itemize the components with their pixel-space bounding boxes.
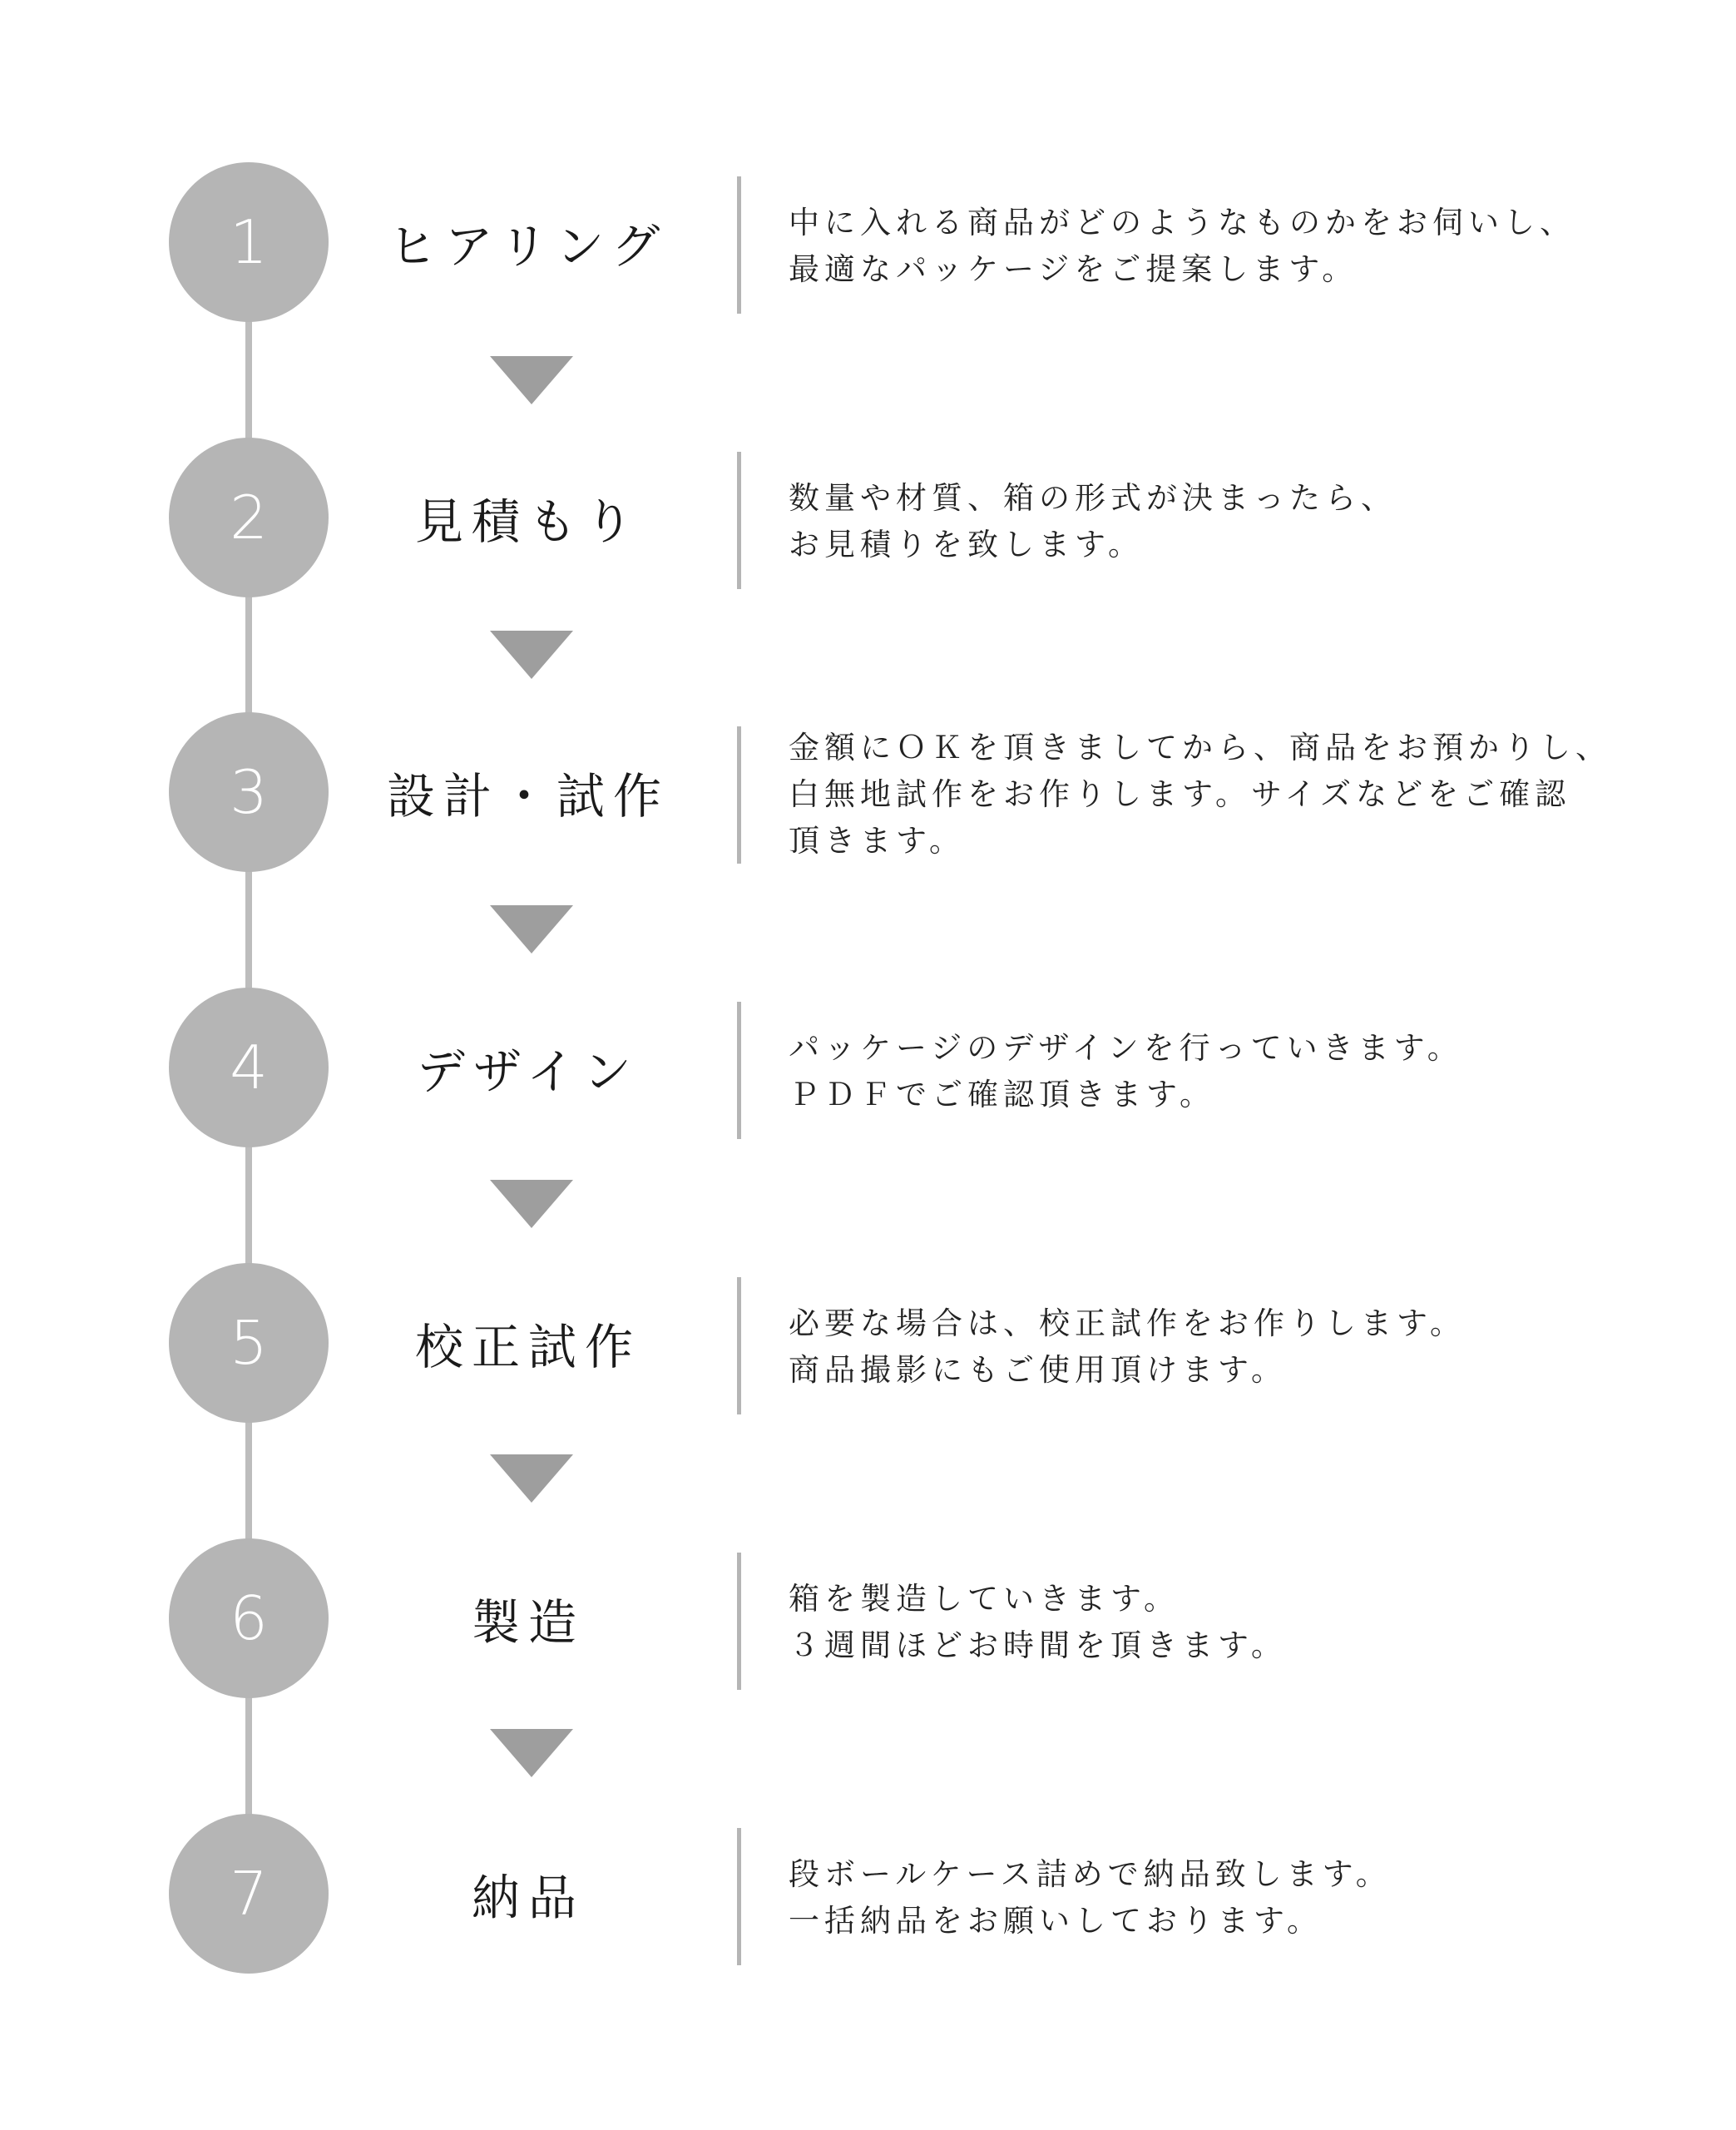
step-title: 見積もり	[414, 493, 641, 550]
step-number-circle: 4	[169, 988, 329, 1147]
step-number-circle: 6	[169, 1538, 329, 1698]
down-arrow-icon	[490, 631, 573, 679]
divider	[737, 1002, 741, 1139]
step-number-circle: 7	[169, 1814, 329, 1974]
step-title: 納品	[471, 1870, 585, 1926]
step-description: 箱を製造していきます。 ３週間ほどお時間を頂きます。	[789, 1581, 1288, 1663]
down-arrow-icon	[490, 1454, 573, 1503]
step-title: ヒアリング	[388, 218, 669, 275]
down-arrow-icon	[490, 1729, 573, 1777]
step-6	[0, 1538, 1736, 1705]
step-title: デザイン	[417, 1043, 640, 1100]
divider	[737, 452, 741, 589]
step-title: 校正試作	[414, 1319, 641, 1375]
step-description: 金額にＯＫを頂きましてから、商品をお預かりし、 白無地試作をお作りします。サイズなどをご確認 頂きます。	[789, 730, 1611, 859]
step-description: 段ボールケース詰めで納品致します。 一括納品をお願いしております。	[789, 1856, 1392, 1939]
step-5	[0, 1263, 1736, 1429]
step-description: 数量や材質、箱の形式が決まったら、 お見積りを致します。	[789, 480, 1397, 562]
step-title: 製造	[471, 1594, 585, 1651]
step-title: 設計・試作	[386, 768, 670, 825]
down-arrow-icon	[490, 356, 573, 404]
step-2	[0, 438, 1736, 604]
divider	[737, 1277, 741, 1414]
step-4	[0, 988, 1736, 1154]
step-number-circle: 3	[169, 712, 329, 872]
step-number-circle: 2	[169, 438, 329, 597]
step-3	[0, 712, 1736, 879]
step-number-circle: 5	[169, 1263, 329, 1423]
divider	[737, 726, 741, 864]
divider	[737, 1828, 741, 1965]
step-description: 必要な場合は、校正試作をお作りします。 商品撮影にもご使用頂けます。	[789, 1305, 1466, 1388]
down-arrow-icon	[490, 905, 573, 954]
divider	[737, 176, 741, 314]
step-7	[0, 1814, 1736, 1980]
down-arrow-icon	[490, 1180, 573, 1228]
divider	[737, 1553, 741, 1690]
step-1	[0, 162, 1736, 329]
step-description: パッケージのデザインを行っていきます。 ＰＤＦでご確認頂きます。	[789, 1030, 1463, 1112]
step-description: 中に入れる商品がどのようなものかをお伺いし、 最適なパッケージをご提案します。	[789, 205, 1575, 287]
step-number-circle: 1	[169, 162, 329, 322]
